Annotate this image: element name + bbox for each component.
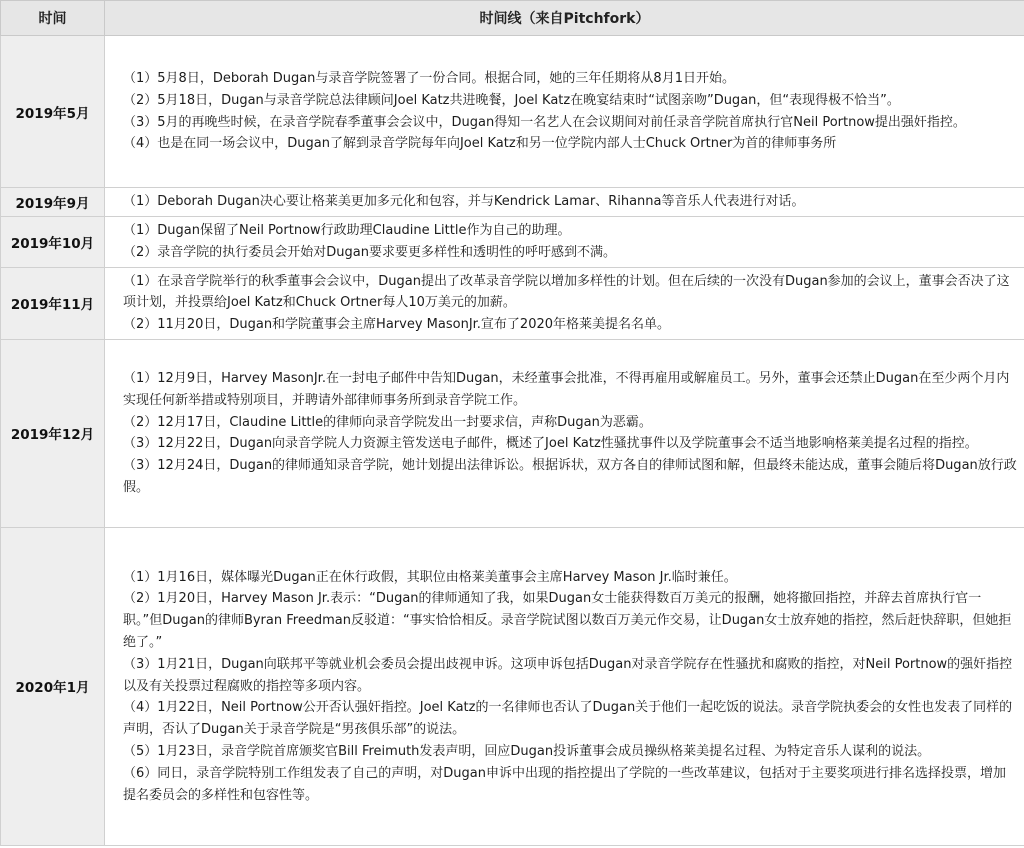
- row-events: [105, 339, 1024, 527]
- row-events: [105, 527, 1024, 845]
- event-item: （4）也是在同一场会议中，Dugan了解到录音学院每年向Joel Katz和另一位学院内部人士Chuck Ortner为首的律师事务所: [123, 136, 837, 152]
- row-events: [105, 217, 1024, 268]
- event-item: （2）12月17日，Claudine Little的律师向录音学院发出一封要求信，声称Dugan为恶霸。: [123, 414, 652, 430]
- event-item: （1）5月8日，Deborah Dugan与录音学院签署了一份合同。根据合同，她的三年任期将从8月1日开始。: [123, 70, 735, 86]
- events-list: [123, 271, 1018, 336]
- event-item: （3）1月21日，Dugan向联邦平等就业机会委员会提出歧视申诉。这项申诉包括Dugan对录音学院存在性骚扰和腐败的指控，对Neil Portnow的强奸指控以及有关投票过程腐败的指控等多项内容。: [123, 656, 1013, 694]
- event-item: （3）5月的再晚些时候，在录音学院春季董事会会议中，Dugan得知一名艺人在会议期间对前任录音学院首席执行官Neil Portnow提出强奸指控。: [123, 114, 966, 130]
- event-item: （2）5月18日，Dugan与录音学院总法律顾问Joel Katz共进晚餐，Joel Katz在晚宴结束时“试图亲吻”Dugan，但“表现得极不恰当”。: [123, 92, 900, 108]
- event-item: （6）同日，录音学院特别工作组发表了自己的声明，对Dugan申诉中出现的指控提出了学院的一些改革建议，包括对于主要奖项进行排名选择投票，增加提名委员会的多样性和包容性等。: [123, 765, 1006, 803]
- events-list: [123, 191, 1018, 213]
- events-list: [123, 567, 1018, 807]
- table-row: [1, 267, 1024, 339]
- event-item: （1）12月9日，Harvey MasonJr.在一封电子邮件中告知Dugan，未经董事会批准，不得再雇用或解雇员工。另外，董事会还禁止Dugan在至少两个月内实现任何新举措或特别项目，并聘请外部律师事务所到录音学院工作。: [123, 371, 1010, 408]
- table-row: [1, 217, 1024, 268]
- event-item: （2）1月20日，Harvey Mason Jr.表示：“Dugan的律师通知了我，如果Dugan女士能获得数百万美元的报酬，她将撤回指控，并辞去首席执行官一职。”但Dugan的律师Byran Freedman反驳道：“事实恰恰相反。录音学院试图以数百万美元作交易，让Dugan女士放弃她的指控，然后赶快辞职，但她拒绝了。”: [123, 591, 1012, 650]
- event-item: （1）在录音学院举行的秋季董事会会议中，Dugan提出了改革录音学院以增加多样性的计划。但在后续的一次没有Dugan参加的会议上，董事会否决了这项计划，并投票给Joel Katz和Chuck Ortner每人10万美元的加薪。: [123, 273, 1010, 311]
- table-row: [1, 36, 1024, 188]
- header-row: [1, 1, 1024, 36]
- row-date: 2019年12月: [1, 339, 105, 527]
- event-item: （2）11月20日，Dugan和学院董事会主席Harvey MasonJr.宣布了2020年格莱美提名名单。: [123, 317, 671, 333]
- row-date: 2019年5月: [1, 36, 105, 188]
- table-body: [1, 36, 1024, 846]
- table-row: [1, 527, 1024, 845]
- row-events: [105, 188, 1024, 217]
- events-list: [123, 368, 1018, 499]
- table-row: [1, 188, 1024, 217]
- row-date: 2020年1月: [1, 527, 105, 845]
- row-date: 2019年11月: [1, 267, 105, 339]
- event-item: （1）Dugan保留了Neil Portnow行政助理Claudine Little作为自己的助理。: [123, 223, 571, 238]
- event-item: （3）12月24日，Dugan的律师通知录音学院，她计划提出法律诉讼。根据诉状，双方各自的律师试图和解，但最终未能达成，董事会随后将Dugan放行政假。: [123, 458, 1017, 496]
- event-item: （4）1月22日，Neil Portnow公开否认强奸指控。Joel Katz的一名律师也否认了Dugan关于他们一起吃饭的说法。录音学院执委会的女性也发表了同样的声明，否认了Dugan关于录音学院是“男孩俱乐部”的说法。: [123, 700, 1013, 738]
- row-events: [105, 267, 1024, 339]
- header-date: 时间: [1, 1, 105, 36]
- row-date: 2019年9月: [1, 188, 105, 217]
- event-item: （1）1月16日，媒体曝光Dugan正在休行政假，其职位由格莱美董事会主席Harvey Mason Jr.临时兼任。: [123, 569, 737, 585]
- events-list: [123, 220, 1018, 264]
- row-date: 2019年10月: [1, 217, 105, 268]
- event-item: （3）12月22日，Dugan向录音学院人力资源主管发送电子邮件，概述了Joel Katz性骚扰事件以及学院董事会不适当地影响格莱美提名过程的指控。: [123, 436, 978, 452]
- event-item: （5）1月23日，录音学院首席颁奖官Bill Freimuth发表声明，回应Dugan投诉董事会成员操纵格莱美提名过程、为特定音乐人谋利的说法。: [123, 743, 931, 759]
- event-item: （2）录音学院的执行委员会开始对Dugan要求要更多样性和透明性的呼吁感到不满。: [123, 244, 616, 260]
- events-list: [123, 68, 1018, 155]
- header-timeline: 时间线（来自Pitchfork）: [105, 1, 1024, 36]
- event-item: （1）Deborah Dugan决心要让格莱美更加多元化和包容，并与Kendrick Lamar、Rihanna等音乐人代表进行对话。: [123, 194, 805, 210]
- table-row: [1, 339, 1024, 527]
- row-events: [105, 36, 1024, 188]
